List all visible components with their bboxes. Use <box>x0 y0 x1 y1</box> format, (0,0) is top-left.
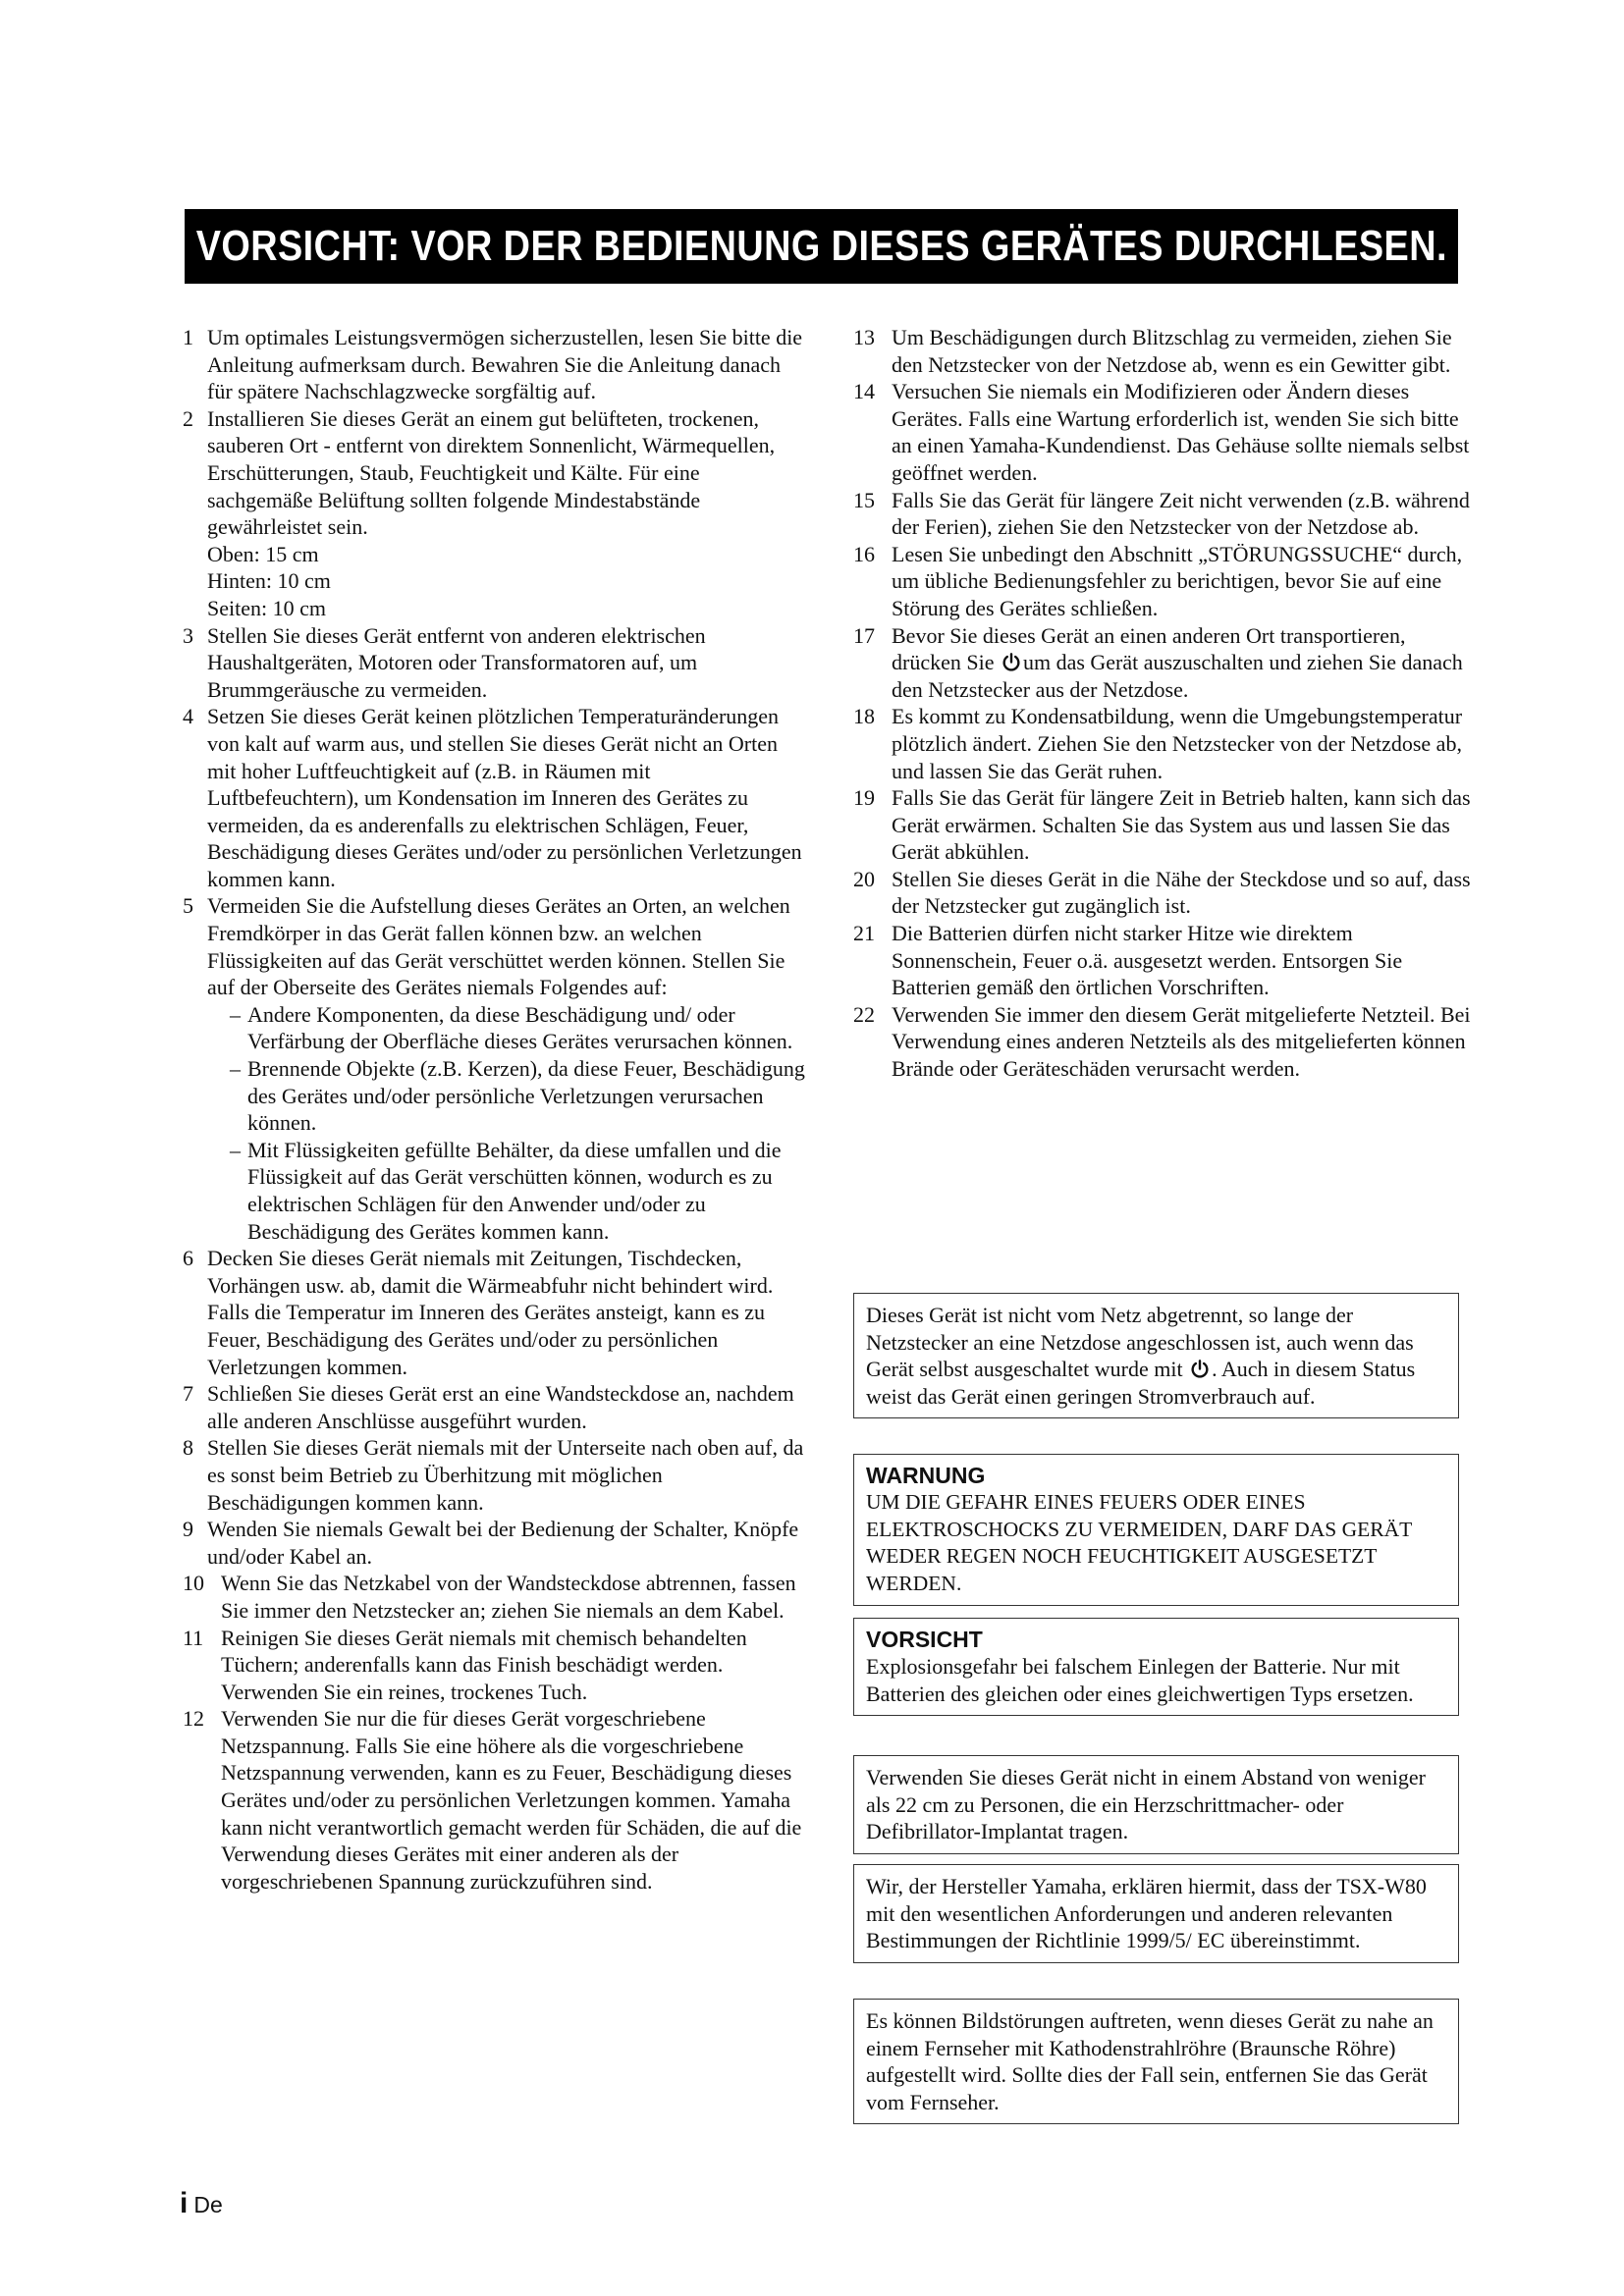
item-number: 22 <box>853 1001 875 1027</box>
item-text: Falls Sie das Gerät für längere Zeit nicht verwenden (z.B. während der Ferien), ziehen Sie den Netzstecker von der Netzdose ab. <box>892 487 1470 540</box>
item-number: 4 <box>183 704 193 729</box>
list-item <box>853 920 1474 1001</box>
power-icon <box>1189 1359 1211 1380</box>
page-number: i <box>180 2187 189 2219</box>
item-text: Stellen Sie dieses Gerät in die Nähe der Steckdose und so auf, dass der Netzstecker gut zugänglich ist. <box>892 866 1471 919</box>
item-number: 5 <box>183 893 193 919</box>
vorsicht-box <box>853 1618 1459 1716</box>
warnung-box <box>853 1454 1459 1606</box>
item-text: Stellen Sie dieses Gerät entfernt von anderen elektrischen Haushaltgeräten, Motoren oder Transformatoren auf, um Brummgeräusche zu vermeiden. <box>207 622 706 702</box>
item-number: 20 <box>853 866 875 891</box>
item-number: 2 <box>183 405 193 431</box>
list-item <box>183 1625 807 1706</box>
standby-text: Dieses Gerät ist nicht vom Netz abgetrennt, so lange der Netzstecker an eine Netzdose angeschlossen ist, auch wenn das Gerät selbst ausgeschaltet wurde mit <box>866 1303 1414 1382</box>
list-item <box>853 622 1474 704</box>
item-text: Setzen Sie dieses Gerät keinen plötzlichen Temperaturänderungen von kalt auf warm aus, und stellen Sie dieses Gerät nicht an Orten mit hoher Luftfeuchtigkeit auf (z.B. in Räumen mit Luftbefeuchtern), um Kondensation im Inneren des Gerätes zu vermeiden, da es anderenfalls zu elektrischen Schlägen, Feuer, Beschädigung dieses Gerätes und/oder zu persönlichen Verletzungen kommen kann. <box>207 704 802 891</box>
item-text: Versuchen Sie niemals ein Modifizieren oder Ändern dieses Gerätes. Falls eine Wartung erforderlich ist, wenden Sie sich bitte an einen Yamaha-Kundendienst. Das Gehäuse sollte niemals selbst geöffnet werden. <box>892 379 1470 485</box>
right-column <box>853 324 1474 1083</box>
item-text: Wenden Sie niemals Gewalt bei der Bedienung der Schalter, Knöpfe und/oder Kabel an. <box>207 1517 799 1569</box>
list-item <box>853 703 1474 784</box>
item-text: Verwenden Sie immer den diesem Gerät mitgelieferte Netzteil. Bei Verwendung eines anderen Netzteils als des mitgelieferten können Brände oder Geräteschäden verursacht werden. <box>892 1001 1471 1082</box>
item-text: Lesen Sie unbedingt den Abschnitt „STÖRUNGSSUCHE“ durch, um übliche Bedienungsfehler zu berichtigen, bevor Sie auf eine Störung des Gerätes schließen. <box>892 541 1463 620</box>
item-number: 21 <box>853 921 875 946</box>
item-text <box>892 622 1474 704</box>
list-item <box>853 784 1474 866</box>
left-column <box>183 324 807 1895</box>
item-text: Decken Sie dieses Gerät niemals mit Zeitungen, Tischdecken, Vorhängen usw. ab, damit die Wärmeabfuhr nicht behindert wird. Falls die Temperatur im Inneren des Gerätes ansteigt, kann es zu Feuer, Beschädigung des Gerätes und/oder zu persönlichen Verletzungen kommen. <box>207 1246 774 1379</box>
item-number: 7 <box>183 1381 193 1407</box>
pacemaker-box <box>853 1755 1459 1854</box>
item-text: Vermeiden Sie die Aufstellung dieses Gerätes an Orten, an welchen Fremdkörper in das Gerät fallen können bzw. an welchen Flüssigkeiten auf das Gerät verschüttet werden können. Stellen Sie auf der Oberseite des Gerätes niemals Folgendes auf: <box>207 893 790 1000</box>
spacing-sides: Seiten: 10 cm <box>207 595 326 620</box>
item-number: 14 <box>853 379 875 404</box>
item-number: 17 <box>853 622 875 648</box>
tv-interference-text: Es können Bildstörungen auftreten, wenn dieses Gerät zu nahe an einem Fernseher mit Kathodenstrahlröhre (Braunsche Röhre) aufgestellt wird. Sollte dies der Fall sein, entfernen Sie das Gerät vom Fernseher. <box>866 2008 1434 2114</box>
item-number: 6 <box>183 1246 193 1271</box>
warnung-text: UM DIE GEFAHR EINES FEUERS ODER EINES ELEKTROSCHOCKS ZU VERMEIDEN, DARF DAS GERÄT WEDER REGEN NOCH FEUCHTIGKEIT AUSGESETZT WERDEN. <box>866 1490 1412 1595</box>
list-item <box>183 1705 807 1895</box>
standby-notice-box <box>853 1293 1459 1418</box>
item-number: 12 <box>183 1706 204 1732</box>
page-footer <box>180 2187 223 2220</box>
list-item <box>183 1245 807 1380</box>
item-number: 15 <box>853 487 875 512</box>
list-item <box>183 703 807 892</box>
item-text: Um Beschädigungen durch Blitzschlag zu vermeiden, ziehen Sie den Netzstecker von der Netzdose ab, wenn es ein Gewitter gibt. <box>892 325 1452 377</box>
dash-text: Brennende Objekte (z.B. Kerzen), da diese Feuer, Beschädigung des Gerätes und/oder persönliche Verletzungen verursachen können. <box>247 1056 805 1136</box>
item-text: Schließen Sie dieses Gerät erst an eine Wandsteckdose an, nachdem alle anderen Anschlüsse ausgeführt wurden. <box>207 1381 794 1433</box>
spacing-back: Hinten: 10 cm <box>207 568 331 594</box>
dash-item: – Brennende Objekte (z.B. Kerzen), da diese Feuer, Beschädigung des Gerätes und/oder persönliche Verletzungen verursachen können. <box>230 1055 807 1137</box>
power-icon <box>1001 652 1022 673</box>
item-text-part: Bevor Sie dieses Gerät an einen anderen Ort transportieren, drücken Sie <box>892 622 1406 675</box>
item-text: Die Batterien dürfen nicht starker Hitze wie direktem Sonnenschein, Feuer o.ä. ausgesetzt werden. Entsorgen Sie Batterien gemäß den örtlichen Vorschriften. <box>892 921 1403 1000</box>
list-item <box>183 892 807 1000</box>
vorsicht-text: Explosionsgefahr bei falschem Einlegen der Batterie. Nur mit Batterien des gleichen oder eines gleichwertigen Typs ersetzen. <box>866 1654 1414 1706</box>
list-item <box>183 622 807 704</box>
item-number: 13 <box>853 325 875 349</box>
list-item <box>183 1570 807 1624</box>
dash-item: – Mit Flüssigkeiten gefüllte Behälter, da diese umfallen und die Flüssigkeit auf das Gerät verschütten können, wodurch es zu elektrischen Schlägen für den Anwender und/oder zu Beschädigung des Gerätes kommen kann. <box>230 1137 807 1245</box>
item-text: Wenn Sie das Netzkabel von der Wandsteckdose abtrennen, fassen Sie immer den Netzstecker an; ziehen Sie niemals an dem Kabel. <box>221 1571 796 1623</box>
banner-title: VORSICHT: VOR DER BEDIENUNG DIESES GERÄTES DURCHLESEN. <box>195 222 1447 270</box>
item-number: 8 <box>183 1435 193 1461</box>
language-code: De <box>193 2192 223 2217</box>
vorsicht-heading: VORSICHT <box>866 1627 983 1652</box>
item-text: Installieren Sie dieses Gerät an einem gut belüfteten, trockenen, sauberen Ort - entfernt von direktem Sonnenlicht, Wärmequellen, Erschütterungen, Staub, Feuchtigkeit und Kälte. Für eine sachgemäße Belüftung sollten folgende Mindestabstände gewährleistet sein. <box>207 405 776 540</box>
item-text: Um optimales Leistungsvermögen sicherzustellen, lesen Sie bitte die Anleitung aufmerksam durch. Bewahren Sie die Anleitung danach für spätere Nachschlagzwecke sorgfältig auf. <box>207 325 803 404</box>
item-text: Es kommt zu Kondensatbildung, wenn die Umgebungstemperatur plötzlich ändert. Ziehen Sie den Netzstecker von der Netzdose ab, und lassen Sie das Gerät ruhen. <box>892 704 1463 783</box>
list-item <box>853 541 1474 622</box>
pacemaker-text: Verwenden Sie dieses Gerät nicht in einem Abstand von weniger als 22 cm zu Personen, die ein Herzschrittmacher- oder Defibrillator-Implantat tragen. <box>866 1765 1427 1844</box>
item-number: 1 <box>183 325 193 349</box>
item-number: 9 <box>183 1517 193 1542</box>
list-item <box>853 487 1474 541</box>
item-number: 19 <box>853 785 875 811</box>
dash-text: Andere Komponenten, da diese Beschädigung und/ oder Verfärbung der Oberfläche dieses Gerätes verursachen können. <box>247 1001 793 1054</box>
item-number: 3 <box>183 622 193 648</box>
item-number: 10 <box>183 1571 204 1596</box>
item-text: Falls Sie das Gerät für längere Zeit in Betrieb halten, kann sich das Gerät erwärmen. Schalten Sie das System aus und lassen Sie das Gerät abkühlen. <box>892 785 1471 865</box>
list-item <box>853 1001 1474 1083</box>
item-text: Stellen Sie dieses Gerät niemals mit der Unterseite nach oben auf, da es sonst beim Betrieb zu Überhitzung mit möglichen Beschädigungen kommen kann. <box>207 1435 804 1515</box>
list-item <box>183 1516 807 1570</box>
item-text-part: um das Gerät auszuschalten und ziehen Sie danach den Netzstecker aus der Netzdose. <box>892 650 1463 702</box>
list-item <box>183 1434 807 1516</box>
list-item <box>853 378 1474 486</box>
dash-item: – Andere Komponenten, da diese Beschädigung und/ oder Verfärbung der Oberfläche dieses Gerätes verursachen können. <box>230 1001 807 1055</box>
list-item <box>183 1380 807 1434</box>
warnung-heading: WARNUNG <box>866 1463 986 1488</box>
list-item <box>183 324 807 405</box>
standby-text-end: . Auch in diesem Status weist das Gerät einen geringen Stromverbrauch auf. <box>866 1357 1416 1409</box>
list-item <box>183 405 807 622</box>
dash-text: Mit Flüssigkeiten gefüllte Behälter, da diese umfallen und die Flüssigkeit auf das Gerät verschütten können, wodurch es zu elektrischen Schlägen für den Anwender und/oder zu Beschädigung des Gerätes kommen kann. <box>247 1137 782 1244</box>
item-text: Verwenden Sie nur die für dieses Gerät vorgeschriebene Netzspannung. Falls Sie eine höhere als die vorgeschriebene Netzspannung verwenden, kann es zu Feuer, Beschädigung dieses Gerätes und/oder zu persönlichen Verletzungen kommen. Yamaha kann nicht verantwortlich gemacht werden für Schäden, die auf die Verwendung dieses Gerätes mit einer anderen als der vorgeschriebenen Spannung zurückzuführen sind. <box>221 1706 802 1894</box>
item-number: 18 <box>853 704 875 729</box>
list-item <box>853 866 1474 920</box>
declaration-text: Wir, der Hersteller Yamaha, erklären hiermit, dass der TSX-W80 mit den wesentlichen Anforderungen und anderen relevanten Bestimmungen der Richtlinie 1999/5/ EC übereinstimmt. <box>866 1874 1427 1953</box>
tv-interference-box <box>853 1999 1459 2124</box>
item-text: Reinigen Sie dieses Gerät niemals mit chemisch behandelten Tüchern; anderenfalls kann das Finish beschädigt werden. Verwenden Sie ein reines, trockenes Tuch. <box>221 1625 747 1704</box>
list-item <box>853 324 1474 378</box>
spacing-top: Oben: 15 cm <box>207 541 319 566</box>
warning-banner <box>185 209 1458 284</box>
item-number: 16 <box>853 541 875 566</box>
item-number: 11 <box>183 1625 204 1650</box>
declaration-box <box>853 1864 1459 1963</box>
